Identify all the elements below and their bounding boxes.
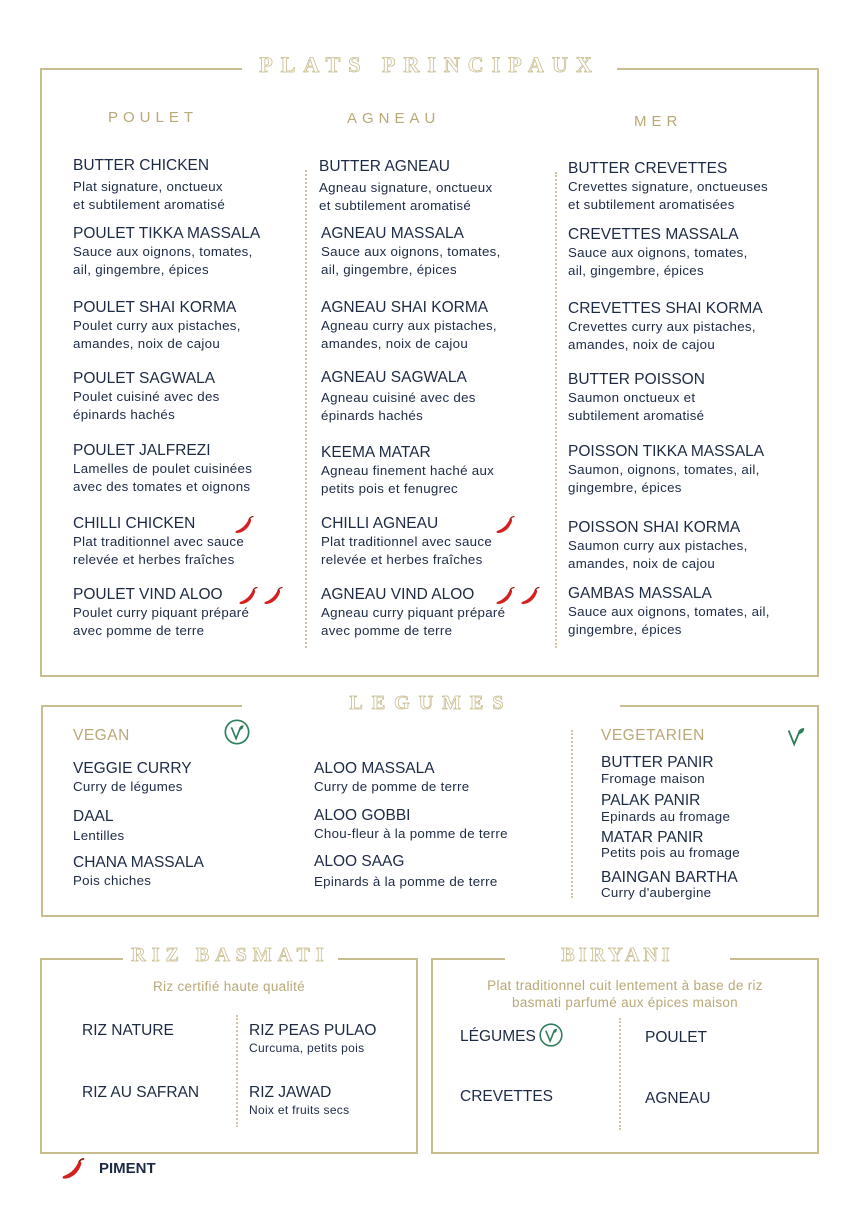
dish-desc: Agneau curry piquant préparé xyxy=(321,605,506,620)
vegan-icon xyxy=(223,718,251,746)
dish-butter-agneau xyxy=(319,157,492,214)
dish-desc: avec pomme de terre xyxy=(73,622,205,638)
dish-baingan-bartha xyxy=(601,869,738,899)
dish-name: POULET SHAI KORMA xyxy=(73,299,237,316)
dish-desc: Chou-fleur à la pomme de terre xyxy=(314,826,508,841)
dish-agneau-massala xyxy=(321,224,501,278)
vegan-icon xyxy=(538,1022,564,1048)
dish-name: RIZ PEAS PULAO xyxy=(249,1022,377,1039)
biryani-agneau: AGNEAU xyxy=(645,1090,711,1107)
dish-desc: et subtilement aromatisé xyxy=(319,197,472,213)
biryani-subtitle-line1: Plat traditionnel cuit lentement à base de riz xyxy=(487,978,763,993)
dish-name: MATAR PANIR xyxy=(601,829,704,846)
dish-name: POULET SAGWALA xyxy=(73,370,216,387)
biryani-crevettes: CREVETTES xyxy=(460,1088,554,1105)
dish-desc: amandes, noix de cajou xyxy=(73,335,221,351)
dish-desc: Curcuma, petits pois xyxy=(249,1041,365,1055)
dish-poulet-shai-korma xyxy=(73,298,241,352)
dish-desc: Agneau signature, onctueux xyxy=(319,180,493,195)
dish-desc: Saumon, oignons, tomates, ail, xyxy=(568,462,760,477)
dish-desc: relevée et herbes fraîches xyxy=(321,551,483,567)
dish-name: POULET VIND ALOO xyxy=(73,586,223,603)
column-divider xyxy=(555,172,557,648)
dish-desc: Curry de pomme de terre xyxy=(314,779,470,794)
dish-poisson-tikka-massala xyxy=(568,442,764,496)
dish-desc: Curry de légumes xyxy=(73,779,183,794)
dish-keema-matar xyxy=(321,443,494,497)
dish-name: AGNEAU SAGWALA xyxy=(321,369,467,386)
plats-principaux-title: PLATS PRINCIPAUX xyxy=(242,52,617,78)
dish-desc: avec des tomates et oignons xyxy=(73,478,251,494)
dish-desc: Pois chiches xyxy=(73,873,152,888)
dish-name: BUTTER CREVETTES xyxy=(568,160,728,177)
column-divider xyxy=(305,170,307,648)
column-heading-poulet: POULET xyxy=(108,109,199,126)
dish-desc: Crevettes signature, onctueuses xyxy=(568,179,768,194)
riz-subtitle: Riz certifié haute qualité xyxy=(153,979,305,994)
dish-name: CHANA MASSALA xyxy=(73,854,204,871)
dish-desc: gingembre, épices xyxy=(568,479,682,495)
dish-desc: Crevettes curry aux pistaches, xyxy=(568,319,756,334)
dish-desc: Agneau cuisiné avec des xyxy=(321,390,476,405)
dish-name: BAINGAN BARTHA xyxy=(601,869,738,886)
dish-name: AGNEAU VIND ALOO xyxy=(321,586,475,603)
column-heading-agneau: AGNEAU xyxy=(347,110,441,127)
dish-crevettes-shai-korma xyxy=(568,299,763,353)
dish-desc: épinards hachés xyxy=(321,407,424,423)
dish-name: BUTTER PANIR xyxy=(601,754,714,771)
dish-desc: avec pomme de terre xyxy=(321,622,453,638)
dish-desc: Sauce aux oignons, tomates, xyxy=(568,245,748,260)
dish-desc: subtilement aromatisé xyxy=(568,407,705,423)
dish-veggie-curry xyxy=(73,759,192,796)
dish-name: ALOO GOBBI xyxy=(314,807,411,824)
chili-pepper-icon xyxy=(238,586,260,606)
dish-gambas-massala xyxy=(568,584,770,638)
dish-desc: gingembre, épices xyxy=(568,621,682,637)
dish-desc: Poulet curry piquant préparé xyxy=(73,605,250,620)
dish-desc: Epinards au fromage xyxy=(601,809,731,824)
dish-daal xyxy=(73,807,125,845)
dish-desc: et subtilement aromatisé xyxy=(73,196,226,212)
dish-crevettes-massala xyxy=(568,225,748,279)
column-divider xyxy=(571,730,573,898)
chili-pepper-icon xyxy=(263,586,285,606)
column-divider xyxy=(236,1015,238,1127)
dish-desc: Plat traditionnel avec sauce xyxy=(321,534,493,549)
biryani-title: BIRYANI xyxy=(505,944,730,967)
dish-desc: Sauce aux oignons, tomates, xyxy=(73,244,253,259)
chili-pepper-icon xyxy=(495,586,517,606)
dish-chana-massala xyxy=(73,853,204,890)
dish-chilli-chicken xyxy=(73,514,244,568)
dish-desc: Lentilles xyxy=(73,828,125,843)
dish-desc: ail, gingembre, épices xyxy=(73,261,209,277)
dish-desc: Saumon curry aux pistaches, xyxy=(568,538,748,553)
dish-name: CREVETTES MASSALA xyxy=(568,226,739,243)
dish-desc: amandes, noix de cajou xyxy=(568,336,716,352)
dish-name: PALAK PANIR xyxy=(601,792,701,809)
dish-desc: Plat signature, onctueux xyxy=(73,179,223,194)
dish-desc: épinards hachés xyxy=(73,406,176,422)
dish-desc: Sauce aux oignons, tomates, ail, xyxy=(568,604,770,619)
dish-aloo-gobbi xyxy=(314,806,508,843)
dish-butter-poisson xyxy=(568,370,705,424)
chili-pepper-icon xyxy=(234,515,256,535)
dish-desc: Saumon onctueux et xyxy=(568,390,696,405)
dish-name: BUTTER AGNEAU xyxy=(319,158,450,175)
dish-desc: Sauce aux oignons, tomates, xyxy=(321,244,501,259)
rice-riz-nature: RIZ NATURE xyxy=(82,1022,174,1039)
dish-desc: Noix et fruits secs xyxy=(249,1103,350,1117)
dish-name: KEEMA MATAR xyxy=(321,444,431,461)
dish-name: GAMBAS MASSALA xyxy=(568,585,712,602)
dish-name: POISSON TIKKA MASSALA xyxy=(568,443,765,460)
dish-chilli-agneau xyxy=(321,514,492,568)
dish-aloo-saag xyxy=(314,852,498,891)
dish-name: CHILLI AGNEAU xyxy=(321,515,439,532)
dish-desc: Plat traditionnel avec sauce xyxy=(73,534,245,549)
rice-riz-au-safran: RIZ AU SAFRAN xyxy=(82,1084,200,1101)
biryani-legumes: LÉGUMES xyxy=(460,1028,536,1045)
dish-butter-chicken xyxy=(73,156,225,213)
vegetarian-leaf-icon xyxy=(785,725,807,747)
rice-riz-jawad xyxy=(249,1083,349,1118)
dish-name: ALOO MASSALA xyxy=(314,760,435,777)
dish-desc: petits pois et fenugrec xyxy=(321,480,458,496)
dish-poulet-jalfrezi xyxy=(73,441,252,495)
dish-desc: Petits pois au fromage xyxy=(601,845,740,860)
dish-agneau-vind-aloo xyxy=(321,585,505,639)
dish-desc: Fromage maison xyxy=(601,771,705,786)
dish-desc: amandes, noix de cajou xyxy=(321,335,469,351)
dish-matar-panir xyxy=(601,831,740,860)
dish-name: VEGGIE CURRY xyxy=(73,760,192,777)
rice-riz-peas-pulao xyxy=(249,1021,376,1056)
vegan-label: VEGAN xyxy=(73,727,130,744)
dish-name: AGNEAU MASSALA xyxy=(321,225,464,242)
dish-agneau-shai-korma xyxy=(321,298,497,352)
dish-palak-panir xyxy=(601,792,730,824)
dish-name: RIZ JAWAD xyxy=(249,1084,332,1101)
dish-desc: Agneau finement haché aux xyxy=(321,463,495,478)
legumes-title: LEGUMES xyxy=(242,692,620,715)
dish-name: POULET JALFREZI xyxy=(73,442,211,459)
dish-butter-crevettes xyxy=(568,159,768,213)
chili-pepper-icon xyxy=(520,586,542,606)
dish-name: BUTTER CHICKEN xyxy=(73,157,210,174)
dish-desc: ail, gingembre, épices xyxy=(568,262,704,278)
dish-desc: Poulet curry aux pistaches, xyxy=(73,318,241,333)
dish-poulet-vind-aloo xyxy=(73,585,249,639)
vegetarien-label: VEGETARIEN xyxy=(601,727,705,744)
dish-name: CREVETTES SHAI KORMA xyxy=(568,300,763,317)
dish-poulet-sagwala xyxy=(73,369,220,423)
chili-pepper-icon xyxy=(495,515,517,535)
dish-poisson-shai-korma xyxy=(568,518,748,572)
dish-name: POULET TIKKA MASSALA xyxy=(73,225,261,242)
biryani-subtitle-line2: basmati parfumé aux épices maison xyxy=(511,995,738,1010)
dish-agneau-sagwala xyxy=(321,368,476,424)
legend-piment-label: PIMENT xyxy=(99,1160,156,1177)
dish-desc: Curry d'aubergine xyxy=(601,885,712,900)
chili-pepper-icon xyxy=(60,1157,88,1181)
dish-desc: Agneau curry aux pistaches, xyxy=(321,318,497,333)
dish-desc: relevée et herbes fraîches xyxy=(73,551,235,567)
column-divider xyxy=(619,1018,621,1130)
column-heading-mer: MER xyxy=(634,113,683,130)
dish-desc: Lamelles de poulet cuisinées xyxy=(73,461,253,476)
dish-name: POISSON SHAI KORMA xyxy=(568,519,741,536)
dish-desc: Poulet cuisiné avec des xyxy=(73,389,220,404)
dish-butter-panir xyxy=(601,754,714,786)
dish-poulet-tikka-massala xyxy=(73,224,260,278)
dish-desc: Epinards à la pomme de terre xyxy=(314,874,498,889)
dish-name: DAAL xyxy=(73,808,114,825)
dish-name: AGNEAU SHAI KORMA xyxy=(321,299,489,316)
dish-desc: ail, gingembre, épices xyxy=(321,261,457,277)
dish-name: ALOO SAAG xyxy=(314,853,405,870)
dish-aloo-massala xyxy=(314,759,469,796)
biryani-poulet: POULET xyxy=(645,1029,708,1046)
dish-name: CHILLI CHICKEN xyxy=(73,515,196,532)
dish-desc: et subtilement aromatisées xyxy=(568,196,735,212)
dish-desc: amandes, noix de cajou xyxy=(568,555,716,571)
dish-name: BUTTER POISSON xyxy=(568,371,705,388)
riz-basmati-title: RIZ BASMATI xyxy=(123,944,338,967)
